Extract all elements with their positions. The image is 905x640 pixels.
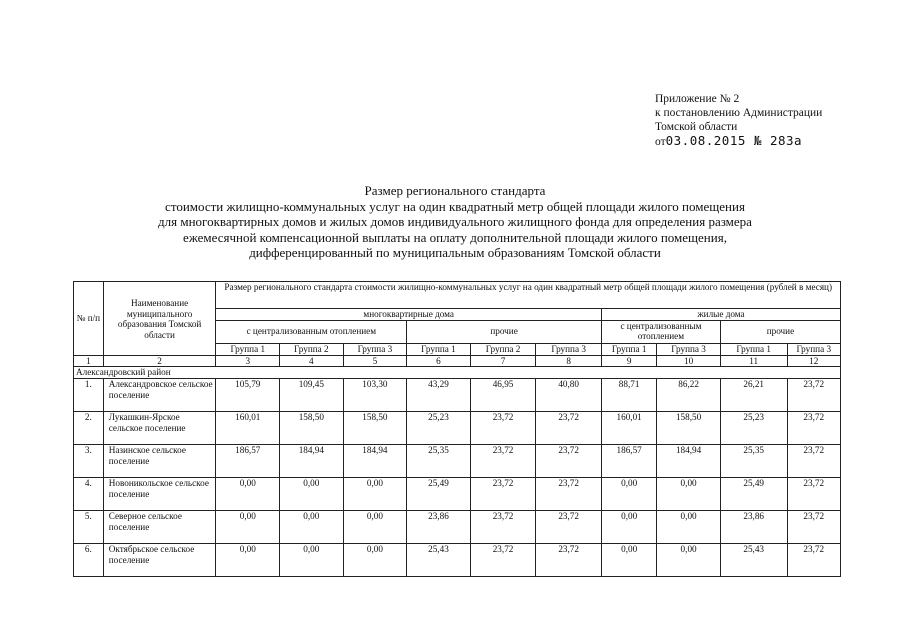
value-cell: 23,72 [787, 511, 841, 544]
table-row [74, 478, 841, 511]
group-header: Группа 3 [657, 343, 721, 355]
municipality-name: Назинское сельское поселение [103, 445, 216, 478]
table-row [74, 544, 841, 577]
value-cell: 158,50 [343, 412, 407, 445]
header-central-heating: с централизованным отоплением [216, 320, 407, 343]
table-row [74, 511, 841, 544]
column-index: 2 [103, 355, 216, 367]
header-multi-houses: многоквартирные дома [216, 309, 601, 321]
header-main: Размер регионального стандарта стоимости жилищно-коммунальных услуг на один квадратный метр общей площади жилого помещения (рублей в месяц) [216, 282, 841, 309]
value-cell: 0,00 [216, 544, 280, 577]
value-cell: 23,72 [787, 412, 841, 445]
value-cell: 186,57 [601, 445, 656, 478]
value-cell: 23,72 [470, 544, 536, 577]
value-cell: 160,01 [601, 412, 656, 445]
group-header: Группа 3 [787, 343, 841, 355]
value-cell: 0,00 [343, 511, 407, 544]
column-index: 7 [470, 355, 536, 367]
appendix-resolution: к постановлению Администрации [655, 107, 823, 119]
value-cell: 0,00 [280, 478, 344, 511]
value-cell: 23,72 [787, 478, 841, 511]
table-row [74, 379, 841, 412]
value-cell: 43,29 [407, 379, 471, 412]
table-row [74, 445, 841, 478]
appendix-region: Томской области [655, 121, 738, 133]
municipality-name: Александровское сельское поселение [103, 379, 216, 412]
column-index: 9 [601, 355, 656, 367]
column-index: 1 [74, 355, 104, 367]
value-cell: 25,43 [720, 544, 787, 577]
region-row [74, 367, 841, 379]
value-cell: 46,95 [470, 379, 536, 412]
group-header: Группа 2 [280, 343, 344, 355]
column-index: 5 [343, 355, 407, 367]
value-cell: 25,23 [720, 412, 787, 445]
value-cell: 0,00 [343, 478, 407, 511]
group-header: Группа 3 [536, 343, 602, 355]
group-header: Группа 1 [407, 343, 471, 355]
value-cell: 25,43 [407, 544, 471, 577]
header-central-heating-2: с централизованным отоплением [601, 320, 720, 343]
heading-line-3: для многоквартирных домов и жилых домов индивидуального жилищного фонда для определения размера [158, 214, 752, 229]
value-cell: 23,72 [536, 412, 602, 445]
row-number: 4. [74, 478, 104, 511]
value-cell: 158,50 [280, 412, 344, 445]
value-cell: 109,45 [280, 379, 344, 412]
value-cell: 0,00 [601, 511, 656, 544]
value-cell: 0,00 [601, 478, 656, 511]
column-index: 11 [720, 355, 787, 367]
appendix-date [655, 134, 822, 149]
value-cell: 25,49 [407, 478, 471, 511]
value-cell: 23,86 [407, 511, 471, 544]
group-header: Группа 2 [470, 343, 536, 355]
column-index-row [74, 355, 841, 367]
appendix-date-number: 03.08.2015 № 283а [665, 133, 803, 148]
group-header: Группа 1 [720, 343, 787, 355]
value-cell: 23,72 [470, 478, 536, 511]
header-row-1 [74, 282, 841, 309]
row-number: 2. [74, 412, 104, 445]
standards-table [73, 281, 841, 577]
value-cell: 0,00 [657, 511, 721, 544]
value-cell: 23,72 [536, 445, 602, 478]
value-cell: 105,79 [216, 379, 280, 412]
value-cell: 25,49 [720, 478, 787, 511]
value-cell: 0,00 [216, 511, 280, 544]
municipality-name: Новоникольское сельское поселение [103, 478, 216, 511]
header-other-2: прочие [720, 320, 840, 343]
value-cell: 88,71 [601, 379, 656, 412]
group-header: Группа 3 [343, 343, 407, 355]
value-cell: 23,72 [470, 511, 536, 544]
appendix-date-prefix: от [655, 136, 666, 148]
header-name: Наименование муниципального образования Томской области [103, 282, 216, 356]
value-cell: 103,30 [343, 379, 407, 412]
heading-line-4: ежемесячной компенсационной выплаты на оплату дополнительной площади жилого помещения, [183, 229, 727, 245]
header-num: № п/п [74, 282, 104, 356]
column-index: 3 [216, 355, 280, 367]
value-cell: 184,94 [657, 445, 721, 478]
group-header: Группа 1 [216, 343, 280, 355]
column-index: 12 [787, 355, 841, 367]
value-cell: 26,21 [720, 379, 787, 412]
group-header: Группа 1 [601, 343, 656, 355]
value-cell: 23,72 [470, 445, 536, 478]
value-cell: 184,94 [343, 445, 407, 478]
value-cell: 0,00 [280, 511, 344, 544]
column-index: 6 [407, 355, 471, 367]
value-cell: 23,72 [470, 412, 536, 445]
appendix-block [655, 92, 822, 149]
municipality-name: Лукашкин-Ярское сельское поселение [103, 412, 216, 445]
row-number: 6. [74, 544, 104, 577]
value-cell: 25,35 [720, 445, 787, 478]
header-residential-houses: жилые дома [601, 309, 840, 321]
column-index: 4 [280, 355, 344, 367]
value-cell: 184,94 [280, 445, 344, 478]
value-cell: 160,01 [216, 412, 280, 445]
value-cell: 0,00 [657, 544, 721, 577]
value-cell: 23,72 [787, 544, 841, 577]
appendix-title: Приложение № 2 [655, 93, 740, 105]
value-cell: 23,72 [536, 544, 602, 577]
value-cell: 23,72 [536, 511, 602, 544]
value-cell: 25,23 [407, 412, 471, 445]
value-cell: 86,22 [657, 379, 721, 412]
row-number: 3. [74, 445, 104, 478]
value-cell: 0,00 [657, 478, 721, 511]
value-cell: 158,50 [657, 412, 721, 445]
value-cell: 0,00 [280, 544, 344, 577]
header-other: прочие [407, 320, 602, 343]
document-heading [60, 183, 850, 261]
value-cell: 25,35 [407, 445, 471, 478]
table-row [74, 412, 841, 445]
value-cell: 23,86 [720, 511, 787, 544]
value-cell: 23,72 [787, 379, 841, 412]
heading-line-2: стоимости жилищно-коммунальных услуг на один квадратный метр общей площади жилого помещения [165, 198, 745, 214]
value-cell: 186,57 [216, 445, 280, 478]
region-name: Александровский район [74, 367, 841, 379]
value-cell: 0,00 [343, 544, 407, 577]
row-number: 1. [74, 379, 104, 412]
value-cell: 23,72 [536, 478, 602, 511]
value-cell: 23,72 [787, 445, 841, 478]
value-cell: 0,00 [601, 544, 656, 577]
municipality-name: Октябрьское сельское поселение [103, 544, 216, 577]
row-number: 5. [74, 511, 104, 544]
municipality-name: Северное сельское поселение [103, 511, 216, 544]
heading-line-5: дифференцированный по муниципальным образованиям Томской области [249, 245, 661, 260]
column-index: 10 [657, 355, 721, 367]
column-index: 8 [536, 355, 602, 367]
value-cell: 40,80 [536, 379, 602, 412]
heading-line-1: Размер регионального стандарта [364, 183, 546, 198]
value-cell: 0,00 [216, 478, 280, 511]
